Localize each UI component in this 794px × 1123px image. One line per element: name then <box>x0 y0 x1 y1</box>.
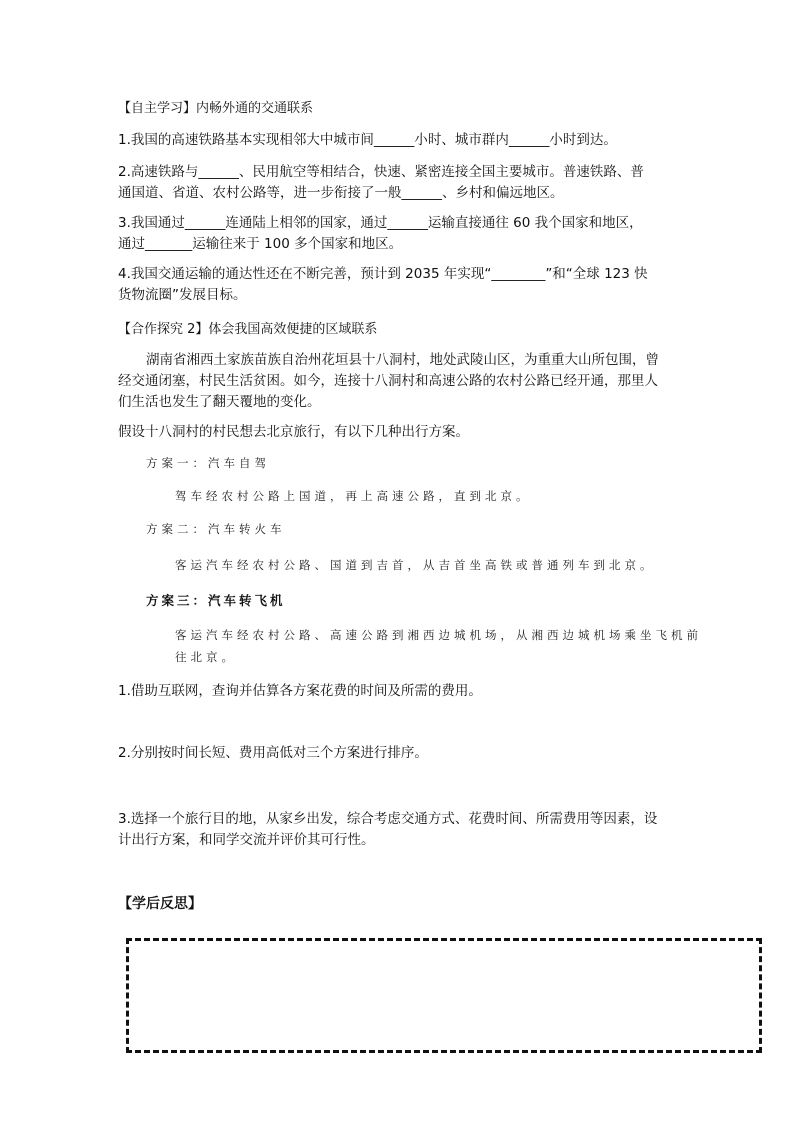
section1-heading: 【自主学习】内畅外通的交通联系 <box>118 101 314 116</box>
plan-3-desc-line-2: 往北京。 <box>175 650 237 664</box>
question-4-line-1: 4.我国交通运输的通达性还在不断完善，预计到 2035 年实现“________”和“全球 123 快 <box>118 266 648 282</box>
reflection-answer-box[interactable] <box>126 938 762 1053</box>
plan-1-title: 方案一：汽车自驾 <box>146 456 270 470</box>
question-3-line-2: 通过_______运输往来于 100 多个国家和地区。 <box>118 236 403 252</box>
intro-line-2: 经交通闭塞，村民生活贫困。如今，连接十八洞村和高速公路的农村公路已经开通，那里人 <box>118 373 658 389</box>
question-2-line-2: 通国道、省道、农村公路等，进一步衔接了一般______、乡村和偏远地区。 <box>118 185 564 201</box>
task-1: 1.借助互联网，查询并估算各方案花费的时间及所需的费用。 <box>118 683 482 699</box>
section2-heading: 【合作探究 2】体会我国高效便捷的区域联系 <box>118 322 378 337</box>
task-3-line-2: 计出行方案，和同学交流并评价其可行性。 <box>118 832 375 848</box>
plan-2-title: 方案二：汽车转火车 <box>146 522 286 536</box>
plan-3-desc-line-1: 客运汽车经农村公路、高速公路到湘西边城机场，从湘西边城机场乘坐飞机前 <box>175 628 702 642</box>
assumption-text: 假设十八洞村的村民想去北京旅行，有以下几种出行方案。 <box>118 424 469 440</box>
question-3-line-1: 3.我国通过______连通陆上相邻的国家，通过______运输直接通往 60 我个国家和地区， <box>118 215 643 231</box>
intro-line-1: 湖南省湘西土家族苗族自治州花垣县十八洞村，地处武陵山区，为重重大山所包围，曾 <box>146 352 659 368</box>
reflection-heading: 【学后反思】 <box>118 896 202 912</box>
question-1: 1.我国的高速铁路基本实现相邻大中城市间______小时、城市群内______小时到达。 <box>118 132 617 148</box>
question-4-line-2: 货物流圈”发展目标。 <box>118 287 247 303</box>
question-2-line-1: 2.高速铁路与______、民用航空等相结合，快速、紧密连接全国主要城市。普速铁路、普 <box>118 164 644 180</box>
intro-line-3: 们生活也发生了翻天覆地的变化。 <box>118 394 321 410</box>
plan-2-desc: 客运汽车经农村公路、国道到吉首，从吉首坐高铁或普通列车到北京。 <box>175 558 656 572</box>
task-2: 2.分别按时间长短、费用高低对三个方案进行排序。 <box>118 745 428 761</box>
task-3-line-1: 3.选择一个旅行目的地，从家乡出发，综合考虑交通方式、花费时间、所需费用等因素，设 <box>118 811 658 827</box>
plan-1-desc: 驾车经农村公路上国道，再上高速公路，直到北京。 <box>175 489 532 503</box>
plan-3-title: 方案三：汽车转飞机 <box>146 593 286 608</box>
